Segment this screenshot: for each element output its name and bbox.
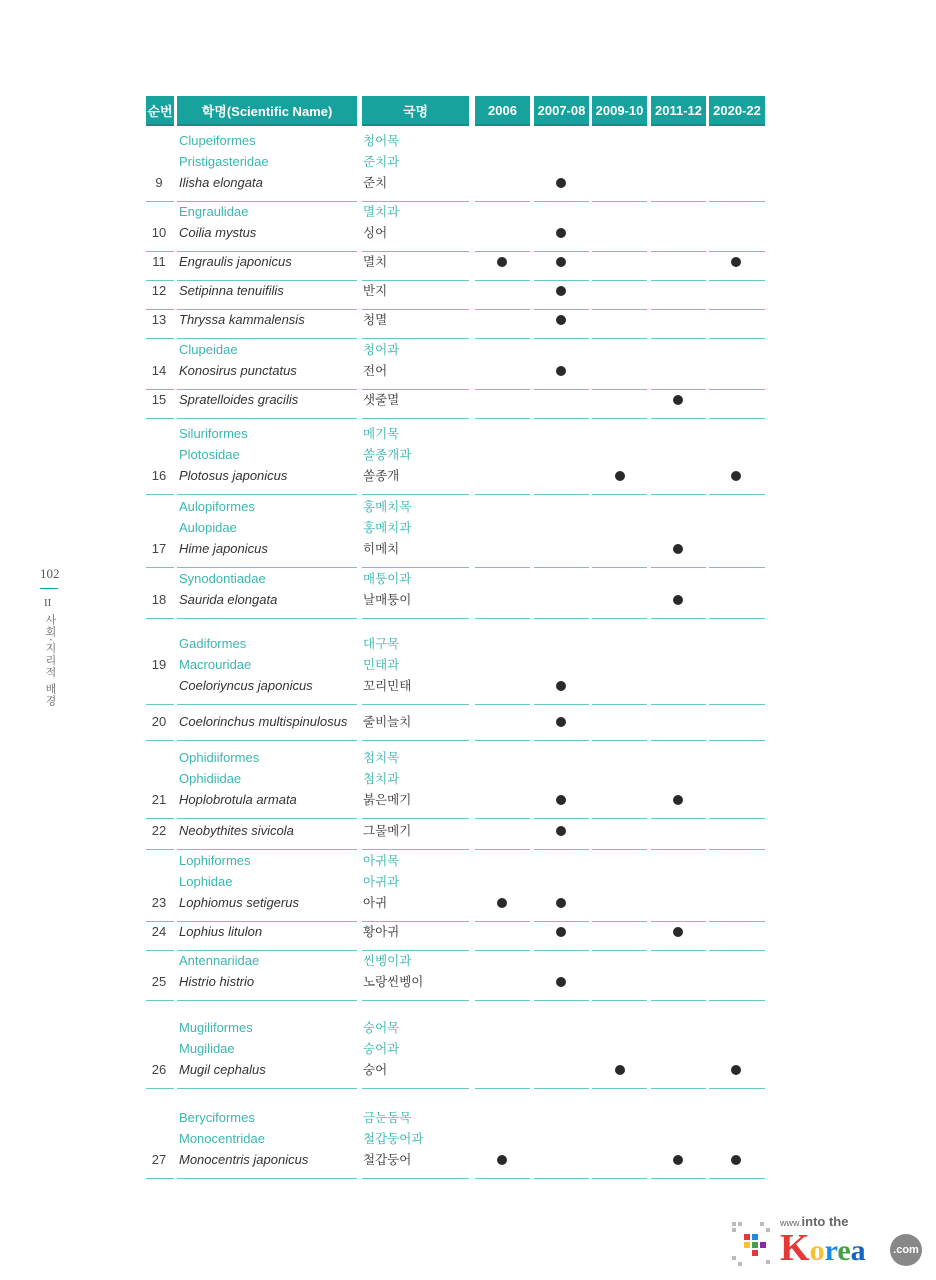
row-divider — [534, 950, 589, 951]
presence-dot — [673, 544, 683, 554]
presence-dot — [556, 228, 566, 238]
scientific-name: Engraulis japonicus — [179, 254, 292, 269]
row-divider — [146, 1178, 174, 1179]
row-divider — [146, 950, 174, 951]
taxon-name: Ophidiiformes — [179, 750, 260, 765]
header-korean-name: 국명 — [362, 96, 469, 126]
scientific-name: Hime japonicus — [179, 541, 268, 556]
chapter-roman: II — [44, 597, 52, 609]
row-number: 9 — [155, 175, 163, 190]
taxon-name: Monocentridae — [179, 1131, 265, 1146]
row-divider — [709, 201, 765, 202]
presence-dot — [556, 795, 566, 805]
row-divider — [709, 921, 765, 922]
row-divider — [651, 389, 706, 390]
row-divider — [177, 740, 357, 741]
row-number: 21 — [151, 792, 167, 807]
row-divider — [592, 818, 647, 819]
taxon-korean-name: 멸치과 — [363, 204, 400, 219]
row-divider — [177, 494, 357, 495]
row-divider — [534, 849, 589, 850]
row-divider — [362, 740, 469, 741]
taxon-korean-name: 청어목 — [363, 133, 400, 148]
korean-name: 반지 — [363, 283, 388, 298]
scientific-name: Lophius litulon — [179, 924, 263, 939]
presence-dot — [731, 1155, 741, 1165]
scientific-name: Thryssa kammalensis — [179, 312, 305, 327]
row-divider — [475, 618, 530, 619]
row-number: 15 — [151, 392, 167, 407]
korean-name: 샛줄멸 — [363, 392, 400, 407]
row-divider — [709, 251, 765, 252]
scientific-name: Histrio histrio — [179, 974, 255, 989]
row-divider — [146, 618, 174, 619]
taxon-name: Synodontiadae — [179, 571, 266, 586]
logo-into-the: into the — [801, 1214, 849, 1229]
row-divider — [592, 338, 647, 339]
row-divider — [651, 704, 706, 705]
row-divider — [362, 818, 469, 819]
row-divider — [534, 921, 589, 922]
row-divider — [709, 280, 765, 281]
taxon-korean-name: 대구목 — [363, 636, 400, 651]
row-divider — [709, 418, 765, 419]
taxon-korean-name: 메기목 — [363, 426, 400, 441]
row-divider — [651, 418, 706, 419]
row-divider — [146, 849, 174, 850]
taxon-name: Gadiformes — [179, 636, 247, 651]
taxon-korean-name: 첨치과 — [363, 771, 400, 786]
side-divider — [40, 588, 58, 589]
row-divider — [709, 494, 765, 495]
korean-name: 아귀 — [363, 895, 388, 910]
presence-dot — [556, 717, 566, 727]
row-divider — [177, 1178, 357, 1179]
row-divider — [146, 338, 174, 339]
header-2020-22: 2020-22 — [709, 96, 765, 126]
scientific-name: Plotosus japonicus — [179, 468, 288, 483]
taxon-korean-name: 홍메치목 — [363, 499, 412, 514]
scientific-name: Coelorinchus multispinulosus — [179, 714, 348, 729]
row-divider — [475, 251, 530, 252]
taxon-korean-name: 홍메치과 — [363, 520, 412, 535]
row-number: 23 — [151, 895, 167, 910]
row-divider — [475, 280, 530, 281]
presence-dot — [497, 898, 507, 908]
row-divider — [592, 740, 647, 741]
row-divider — [475, 849, 530, 850]
header-no: 순번 — [146, 96, 174, 126]
row-divider — [146, 818, 174, 819]
korean-name: 준치 — [363, 175, 388, 190]
korean-name: 싱어 — [363, 225, 388, 240]
row-divider — [709, 338, 765, 339]
row-divider — [475, 201, 530, 202]
scientific-name: Hoplobrotula armata — [179, 792, 297, 807]
korean-name: 멸치 — [363, 254, 388, 269]
row-divider — [362, 704, 469, 705]
row-divider — [146, 567, 174, 568]
taxon-name: Pristigasteridae — [179, 154, 269, 169]
row-divider — [534, 740, 589, 741]
logo-letter-o: o — [809, 1234, 825, 1267]
scientific-name: Spratelloides gracilis — [179, 392, 299, 407]
row-divider — [651, 921, 706, 922]
row-divider — [534, 818, 589, 819]
taxon-name: Aulopiformes — [179, 499, 255, 514]
row-divider — [177, 704, 357, 705]
taxon-korean-name: 첨치목 — [363, 750, 400, 765]
taxon-name: Aulopidae — [179, 520, 237, 535]
row-divider — [534, 1088, 589, 1089]
row-divider — [534, 1000, 589, 1001]
taxon-name: Antennariidae — [179, 953, 260, 968]
taxon-name: Lophiformes — [179, 853, 251, 868]
scientific-name: Konosirus punctatus — [179, 363, 297, 378]
row-number: 11 — [152, 254, 166, 269]
logo-letter-r: r — [824, 1234, 838, 1267]
presence-dot — [556, 898, 566, 908]
logo-www: www. — [780, 1218, 802, 1228]
row-number: 16 — [151, 468, 167, 483]
row-divider — [592, 494, 647, 495]
presence-dot — [615, 1065, 625, 1075]
row-divider — [362, 618, 469, 619]
row-divider — [709, 818, 765, 819]
korean-name: 줄비늘치 — [363, 714, 412, 729]
row-divider — [177, 418, 357, 419]
row-divider — [592, 1000, 647, 1001]
row-divider — [146, 1000, 174, 1001]
korean-name: 철갑둥어 — [363, 1152, 412, 1167]
row-divider — [534, 280, 589, 281]
row-divider — [592, 389, 647, 390]
row-number: 20 — [151, 714, 167, 729]
presence-dot — [673, 395, 683, 405]
presence-dot — [673, 595, 683, 605]
korean-name: 노랑씬벵이 — [363, 974, 424, 989]
row-divider — [177, 618, 357, 619]
row-divider — [592, 309, 647, 310]
korean-name: 황아귀 — [363, 924, 400, 939]
row-divider — [475, 418, 530, 419]
header-2011-12: 2011-12 — [651, 96, 706, 126]
row-divider — [592, 418, 647, 419]
taxon-korean-name: 숭어과 — [363, 1041, 400, 1056]
scientific-name: Coeloriyncus japonicus — [179, 678, 313, 693]
row-divider — [709, 704, 765, 705]
row-divider — [475, 1178, 530, 1179]
taxon-korean-name: 숭어목 — [363, 1020, 400, 1035]
row-divider — [651, 494, 706, 495]
logo-letter-e: e — [837, 1234, 851, 1267]
row-number: 14 — [151, 363, 167, 378]
presence-dot — [673, 927, 683, 937]
logo-korea-word — [780, 1228, 866, 1271]
row-divider — [651, 849, 706, 850]
row-divider — [651, 280, 706, 281]
taxon-name: Lophidae — [179, 874, 233, 889]
row-divider — [592, 1088, 647, 1089]
row-divider — [475, 818, 530, 819]
row-divider — [709, 309, 765, 310]
row-divider — [534, 309, 589, 310]
row-divider — [475, 567, 530, 568]
row-divider — [534, 618, 589, 619]
row-divider — [475, 1000, 530, 1001]
scientific-name: Neobythites sivicola — [179, 823, 294, 838]
row-divider — [362, 1178, 469, 1179]
taxon-name: Mugilidae — [179, 1041, 235, 1056]
row-number: 26 — [151, 1062, 167, 1077]
taxon-korean-name: 금눈돔목 — [363, 1110, 412, 1125]
taxon-name: Clupeiformes — [179, 133, 256, 148]
row-number: 19 — [151, 657, 167, 672]
row-divider — [592, 567, 647, 568]
row-divider — [146, 704, 174, 705]
taxon-korean-name: 아귀목 — [363, 853, 400, 868]
row-number: 17 — [151, 541, 167, 556]
row-divider — [475, 494, 530, 495]
presence-dot — [556, 366, 566, 376]
row-divider — [146, 201, 174, 202]
row-divider — [592, 280, 647, 281]
row-divider — [534, 201, 589, 202]
row-divider — [592, 849, 647, 850]
logo-letter-a: a — [850, 1234, 866, 1267]
row-divider — [475, 1088, 530, 1089]
row-divider — [651, 251, 706, 252]
row-number: 22 — [151, 823, 167, 838]
taxon-name: Ophidiidae — [179, 771, 242, 786]
row-divider — [475, 921, 530, 922]
row-divider — [651, 1088, 706, 1089]
korean-name: 히메치 — [363, 541, 400, 556]
header-scientific-name: 학명(Scientific Name) — [177, 96, 357, 126]
row-number: 27 — [151, 1152, 167, 1167]
row-number: 13 — [151, 312, 167, 327]
presence-dot — [615, 471, 625, 481]
presence-dot — [497, 1155, 507, 1165]
taxon-name: Siluriformes — [179, 426, 248, 441]
taxon-name: Clupeidae — [179, 342, 238, 357]
presence-dot — [731, 1065, 741, 1075]
row-divider — [651, 1178, 706, 1179]
row-divider — [709, 849, 765, 850]
row-divider — [475, 704, 530, 705]
row-divider — [651, 1000, 706, 1001]
presence-dot — [731, 471, 741, 481]
presence-dot — [673, 1155, 683, 1165]
row-divider — [651, 740, 706, 741]
korean-name: 숭어 — [363, 1062, 388, 1077]
row-divider — [651, 818, 706, 819]
taxon-name: Engraulidae — [179, 204, 249, 219]
row-divider — [146, 418, 174, 419]
row-number: 12 — [151, 283, 167, 298]
page-number: 102 — [40, 566, 60, 581]
row-divider — [592, 201, 647, 202]
logo-letter-k: K — [780, 1227, 810, 1269]
korean-name: 날매퉁이 — [363, 592, 412, 607]
row-divider — [362, 1088, 469, 1089]
row-divider — [475, 309, 530, 310]
row-divider — [592, 921, 647, 922]
row-divider — [534, 704, 589, 705]
taxon-name: Plotosidae — [179, 447, 240, 462]
row-divider — [651, 201, 706, 202]
row-divider — [651, 338, 706, 339]
row-divider — [475, 740, 530, 741]
row-divider — [592, 251, 647, 252]
taxon-korean-name: 준치과 — [363, 154, 400, 169]
row-number: 24 — [151, 924, 167, 939]
row-divider — [592, 704, 647, 705]
row-divider — [709, 567, 765, 568]
korean-name: 꼬리민태 — [363, 678, 412, 693]
row-divider — [534, 1178, 589, 1179]
logo-com-badge: .com — [890, 1234, 922, 1266]
korean-name: 전어 — [363, 363, 388, 378]
korean-name: 청멸 — [363, 312, 388, 327]
chapter-title: 사회·지리적 배경 — [44, 614, 57, 707]
row-divider — [475, 338, 530, 339]
header-2009-10: 2009-10 — [592, 96, 647, 126]
korean-name: 붉은메기 — [363, 792, 412, 807]
korean-name: 쏠종개 — [363, 468, 400, 483]
taxon-name: Mugiliformes — [179, 1020, 253, 1035]
taxon-name: Macrouridae — [179, 657, 252, 672]
taxon-korean-name: 매퉁이과 — [363, 571, 412, 586]
row-divider — [362, 418, 469, 419]
row-divider — [709, 618, 765, 619]
presence-dot — [556, 257, 566, 267]
row-divider — [709, 1000, 765, 1001]
row-divider — [177, 818, 357, 819]
row-divider — [709, 740, 765, 741]
row-divider — [592, 1178, 647, 1179]
korean-name: 그물메기 — [363, 823, 412, 838]
presence-dot — [556, 826, 566, 836]
presence-dot — [731, 257, 741, 267]
scientific-name: Coilia mystus — [179, 225, 257, 240]
row-divider — [651, 950, 706, 951]
row-divider — [592, 618, 647, 619]
presence-dot — [556, 286, 566, 296]
taxon-korean-name: 쏠종개과 — [363, 447, 412, 462]
taxon-korean-name: 민태과 — [363, 657, 400, 672]
row-divider — [362, 1000, 469, 1001]
taxon-korean-name: 청어과 — [363, 342, 400, 357]
taxon-name: Beryciformes — [179, 1110, 255, 1125]
row-divider — [709, 389, 765, 390]
header-2007-08: 2007-08 — [534, 96, 589, 126]
logo-mosaic-icon — [730, 1220, 776, 1270]
row-divider — [651, 618, 706, 619]
into-the-korea-logo — [730, 1212, 926, 1274]
presence-dot — [497, 257, 507, 267]
row-divider — [534, 389, 589, 390]
row-number: 18 — [151, 592, 167, 607]
scientific-name: Mugil cephalus — [179, 1062, 266, 1077]
row-divider — [534, 251, 589, 252]
row-divider — [651, 567, 706, 568]
row-divider — [475, 950, 530, 951]
row-divider — [146, 494, 174, 495]
presence-dot — [556, 178, 566, 188]
presence-dot — [673, 795, 683, 805]
row-divider — [177, 1088, 357, 1089]
row-divider — [592, 950, 647, 951]
row-divider — [534, 494, 589, 495]
row-divider — [362, 494, 469, 495]
scientific-name: Monocentris japonicus — [179, 1152, 309, 1167]
row-divider — [177, 1000, 357, 1001]
presence-dot — [556, 977, 566, 987]
presence-dot — [556, 315, 566, 325]
row-number: 10 — [151, 225, 167, 240]
row-divider — [534, 338, 589, 339]
row-divider — [709, 1088, 765, 1089]
scientific-name: Saurida elongata — [179, 592, 278, 607]
row-divider — [709, 1178, 765, 1179]
row-divider — [475, 389, 530, 390]
row-divider — [534, 418, 589, 419]
taxon-korean-name: 철갑둥어과 — [363, 1131, 424, 1146]
row-number: 25 — [151, 974, 167, 989]
row-divider — [146, 1088, 174, 1089]
row-divider — [534, 567, 589, 568]
scientific-name: Setipinna tenuifilis — [179, 283, 284, 298]
row-divider — [146, 740, 174, 741]
scientific-name: Ilisha elongata — [179, 175, 263, 190]
row-divider — [709, 950, 765, 951]
presence-dot — [556, 681, 566, 691]
taxon-korean-name: 아귀과 — [363, 874, 400, 889]
row-divider — [651, 309, 706, 310]
presence-dot — [556, 927, 566, 937]
taxon-korean-name: 씬벵이과 — [363, 953, 412, 968]
header-2006: 2006 — [475, 96, 530, 126]
scientific-name: Lophiomus setigerus — [179, 895, 299, 910]
